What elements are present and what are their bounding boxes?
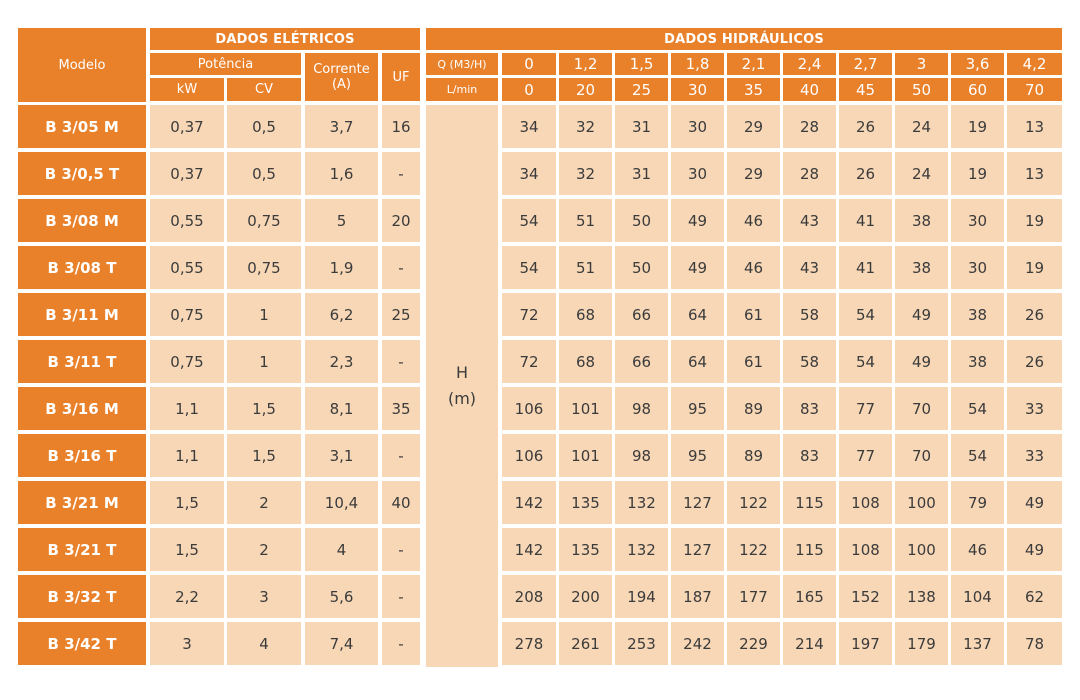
row-head-value: 89 <box>727 434 780 477</box>
corrente-unit: (A) <box>331 77 352 92</box>
row-kw: 0,75 <box>150 340 224 383</box>
row-head-value: 58 <box>783 293 836 336</box>
row-head-value: 108 <box>839 528 892 571</box>
row-head-value: 13 <box>1007 105 1062 148</box>
row-cv: 0,5 <box>227 152 301 195</box>
cv-header: CV <box>227 78 301 101</box>
q-m3h-header: Q (M3/H) <box>426 53 498 75</box>
row-head-value: 66 <box>615 293 668 336</box>
row-head-value: 152 <box>839 575 892 618</box>
row-head-value: 89 <box>727 387 780 430</box>
row-head-value: 70 <box>895 434 948 477</box>
row-head-value: 49 <box>895 293 948 336</box>
row-head-value: 100 <box>895 481 948 524</box>
row-head-value: 46 <box>727 199 780 242</box>
flow-lmin-header: 40 <box>783 78 836 101</box>
row-head-value: 43 <box>783 246 836 289</box>
row-head-value: 49 <box>671 246 724 289</box>
row-head-value: 26 <box>839 105 892 148</box>
row-head-value: 28 <box>783 105 836 148</box>
row-head-value: 13 <box>1007 152 1062 195</box>
row-head-value: 19 <box>951 105 1004 148</box>
flow-m3h-header: 1,2 <box>559 53 612 75</box>
row-head-value: 253 <box>615 622 668 665</box>
row-head-value: 72 <box>502 340 556 383</box>
row-head-value: 51 <box>559 246 612 289</box>
row-head-value: 98 <box>615 434 668 477</box>
row-head-value: 43 <box>783 199 836 242</box>
row-head-value: 50 <box>615 246 668 289</box>
row-head-value: 101 <box>559 387 612 430</box>
kw-header: kW <box>150 78 224 101</box>
row-uf: 25 <box>382 293 420 336</box>
row-kw: 0,55 <box>150 246 224 289</box>
flow-lmin-header: 35 <box>727 78 780 101</box>
row-head-value: 135 <box>559 528 612 571</box>
lmin-header: L/min <box>426 78 498 101</box>
row-uf: 20 <box>382 199 420 242</box>
row-head-value: 50 <box>615 199 668 242</box>
row-head-value: 70 <box>895 387 948 430</box>
row-head-value: 83 <box>783 434 836 477</box>
row-head-value: 68 <box>559 340 612 383</box>
row-head-value: 19 <box>1007 199 1062 242</box>
row-head-value: 78 <box>1007 622 1062 665</box>
row-head-value: 83 <box>783 387 836 430</box>
row-corrente: 1,6 <box>305 152 378 195</box>
row-model: B 3/16 M <box>18 387 146 430</box>
row-model: B 3/08 M <box>18 199 146 242</box>
row-head-value: 61 <box>727 340 780 383</box>
row-head-value: 64 <box>671 293 724 336</box>
row-head-value: 138 <box>895 575 948 618</box>
row-kw: 3 <box>150 622 224 665</box>
row-cv: 0,75 <box>227 199 301 242</box>
row-head-value: 54 <box>502 199 556 242</box>
row-head-value: 214 <box>783 622 836 665</box>
row-kw: 2,2 <box>150 575 224 618</box>
uf-header: UF <box>382 53 420 101</box>
row-head-value: 142 <box>502 528 556 571</box>
row-head-value: 122 <box>727 481 780 524</box>
row-head-value: 242 <box>671 622 724 665</box>
row-corrente: 4 <box>305 528 378 571</box>
row-cv: 1 <box>227 340 301 383</box>
row-cv: 1,5 <box>227 434 301 477</box>
row-head-value: 29 <box>727 105 780 148</box>
row-head-value: 32 <box>559 152 612 195</box>
row-head-value: 58 <box>783 340 836 383</box>
potencia-header: Potência <box>150 53 301 75</box>
row-model: B 3/42 T <box>18 622 146 665</box>
row-head-value: 33 <box>1007 434 1062 477</box>
row-corrente: 6,2 <box>305 293 378 336</box>
row-model: B 3/08 T <box>18 246 146 289</box>
flow-m3h-header: 1,5 <box>615 53 668 75</box>
row-head-value: 49 <box>1007 481 1062 524</box>
flow-lmin-header: 20 <box>559 78 612 101</box>
row-head-value: 34 <box>502 152 556 195</box>
flow-m3h-header: 2,7 <box>839 53 892 75</box>
row-head-value: 197 <box>839 622 892 665</box>
row-head-value: 54 <box>951 387 1004 430</box>
row-corrente: 2,3 <box>305 340 378 383</box>
row-cv: 0,75 <box>227 246 301 289</box>
row-head-value: 31 <box>615 152 668 195</box>
flow-m3h-header: 2,4 <box>783 53 836 75</box>
row-head-value: 127 <box>671 481 724 524</box>
row-kw: 0,37 <box>150 152 224 195</box>
row-head-value: 165 <box>783 575 836 618</box>
row-kw: 1,5 <box>150 481 224 524</box>
row-model: B 3/11 T <box>18 340 146 383</box>
row-head-value: 98 <box>615 387 668 430</box>
row-head-value: 77 <box>839 387 892 430</box>
row-head-value: 200 <box>559 575 612 618</box>
row-uf: - <box>382 246 420 289</box>
row-head-value: 30 <box>951 246 1004 289</box>
flow-m3h-header: 1,8 <box>671 53 724 75</box>
row-head-value: 49 <box>895 340 948 383</box>
row-uf: - <box>382 528 420 571</box>
row-uf: - <box>382 575 420 618</box>
row-head-value: 41 <box>839 199 892 242</box>
flow-lmin-header: 25 <box>615 78 668 101</box>
flow-m3h-header: 4,2 <box>1007 53 1062 75</box>
row-head-value: 62 <box>1007 575 1062 618</box>
row-head-value: 115 <box>783 528 836 571</box>
row-head-value: 68 <box>559 293 612 336</box>
row-corrente: 8,1 <box>305 387 378 430</box>
row-model: B 3/0,5 T <box>18 152 146 195</box>
row-head-value: 95 <box>671 434 724 477</box>
row-head-value: 77 <box>839 434 892 477</box>
row-head-value: 95 <box>671 387 724 430</box>
row-head-value: 38 <box>895 199 948 242</box>
row-model: B 3/32 T <box>18 575 146 618</box>
row-head-value: 38 <box>951 340 1004 383</box>
flow-m3h-header: 0 <box>502 53 556 75</box>
row-head-value: 26 <box>1007 340 1062 383</box>
row-head-value: 24 <box>895 105 948 148</box>
row-uf: 40 <box>382 481 420 524</box>
dados-eletricos-header: DADOS ELÉTRICOS <box>150 28 420 50</box>
row-head-value: 29 <box>727 152 780 195</box>
row-kw: 0,55 <box>150 199 224 242</box>
row-head-value: 24 <box>895 152 948 195</box>
row-corrente: 1,9 <box>305 246 378 289</box>
dados-hidraulicos-header: DADOS HIDRÁULICOS <box>426 28 1062 50</box>
row-head-value: 142 <box>502 481 556 524</box>
row-cv: 3 <box>227 575 301 618</box>
row-head-value: 51 <box>559 199 612 242</box>
row-cv: 1 <box>227 293 301 336</box>
row-head-value: 54 <box>502 246 556 289</box>
row-head-value: 106 <box>502 387 556 430</box>
row-head-value: 19 <box>1007 246 1062 289</box>
row-model: B 3/21 T <box>18 528 146 571</box>
row-uf: 35 <box>382 387 420 430</box>
row-model: B 3/16 T <box>18 434 146 477</box>
row-head-value: 229 <box>727 622 780 665</box>
row-cv: 2 <box>227 528 301 571</box>
row-model: B 3/11 M <box>18 293 146 336</box>
row-head-value: 30 <box>951 199 1004 242</box>
row-head-value: 61 <box>727 293 780 336</box>
row-head-value: 104 <box>951 575 1004 618</box>
row-head-value: 26 <box>1007 293 1062 336</box>
row-uf: - <box>382 434 420 477</box>
row-head-value: 261 <box>559 622 612 665</box>
row-cv: 2 <box>227 481 301 524</box>
row-head-value: 177 <box>727 575 780 618</box>
row-head-value: 66 <box>615 340 668 383</box>
row-uf: 16 <box>382 105 420 148</box>
row-head-value: 132 <box>615 528 668 571</box>
h-m-column <box>426 105 498 667</box>
row-corrente: 3,7 <box>305 105 378 148</box>
row-head-value: 132 <box>615 481 668 524</box>
row-head-value: 28 <box>783 152 836 195</box>
corrente-label: Corrente <box>313 62 370 77</box>
flow-m3h-header: 3,6 <box>951 53 1004 75</box>
flow-m3h-header: 2,1 <box>727 53 780 75</box>
row-corrente: 10,4 <box>305 481 378 524</box>
row-kw: 1,5 <box>150 528 224 571</box>
row-head-value: 30 <box>671 152 724 195</box>
flow-lmin-header: 30 <box>671 78 724 101</box>
row-head-value: 79 <box>951 481 1004 524</box>
row-head-value: 72 <box>502 293 556 336</box>
row-corrente: 5,6 <box>305 575 378 618</box>
row-corrente: 7,4 <box>305 622 378 665</box>
row-head-value: 100 <box>895 528 948 571</box>
flow-lmin-header: 60 <box>951 78 1004 101</box>
row-model: B 3/05 M <box>18 105 146 148</box>
row-head-value: 135 <box>559 481 612 524</box>
row-head-value: 278 <box>502 622 556 665</box>
row-head-value: 64 <box>671 340 724 383</box>
row-head-value: 122 <box>727 528 780 571</box>
row-head-value: 127 <box>671 528 724 571</box>
row-head-value: 19 <box>951 152 1004 195</box>
flow-lmin-header: 50 <box>895 78 948 101</box>
row-cv: 1,5 <box>227 387 301 430</box>
flow-lmin-header: 45 <box>839 78 892 101</box>
row-head-value: 137 <box>951 622 1004 665</box>
row-head-value: 208 <box>502 575 556 618</box>
flow-lmin-header: 70 <box>1007 78 1062 101</box>
row-uf: - <box>382 152 420 195</box>
row-head-value: 38 <box>951 293 1004 336</box>
row-head-value: 33 <box>1007 387 1062 430</box>
modelo-header: Modelo <box>18 28 146 102</box>
row-head-value: 179 <box>895 622 948 665</box>
flow-m3h-header: 3 <box>895 53 948 75</box>
row-kw: 0,37 <box>150 105 224 148</box>
row-corrente: 5 <box>305 199 378 242</box>
row-uf: - <box>382 622 420 665</box>
row-kw: 0,75 <box>150 293 224 336</box>
row-head-value: 54 <box>839 340 892 383</box>
row-head-value: 49 <box>1007 528 1062 571</box>
row-head-value: 46 <box>951 528 1004 571</box>
row-head-value: 115 <box>783 481 836 524</box>
row-head-value: 31 <box>615 105 668 148</box>
row-head-value: 54 <box>839 293 892 336</box>
corrente-header <box>305 53 378 101</box>
row-head-value: 187 <box>671 575 724 618</box>
row-head-value: 194 <box>615 575 668 618</box>
row-kw: 1,1 <box>150 387 224 430</box>
row-uf: - <box>382 340 420 383</box>
row-corrente: 3,1 <box>305 434 378 477</box>
row-head-value: 26 <box>839 152 892 195</box>
h-label: H <box>455 363 469 382</box>
row-head-value: 41 <box>839 246 892 289</box>
h-unit: (m) <box>447 389 477 408</box>
flow-lmin-header: 0 <box>502 78 556 101</box>
row-head-value: 49 <box>671 199 724 242</box>
row-head-value: 108 <box>839 481 892 524</box>
row-head-value: 106 <box>502 434 556 477</box>
row-cv: 4 <box>227 622 301 665</box>
row-head-value: 38 <box>895 246 948 289</box>
row-model: B 3/21 M <box>18 481 146 524</box>
row-head-value: 54 <box>951 434 1004 477</box>
row-cv: 0,5 <box>227 105 301 148</box>
row-kw: 1,1 <box>150 434 224 477</box>
row-head-value: 46 <box>727 246 780 289</box>
row-head-value: 34 <box>502 105 556 148</box>
row-head-value: 101 <box>559 434 612 477</box>
row-head-value: 32 <box>559 105 612 148</box>
row-head-value: 30 <box>671 105 724 148</box>
